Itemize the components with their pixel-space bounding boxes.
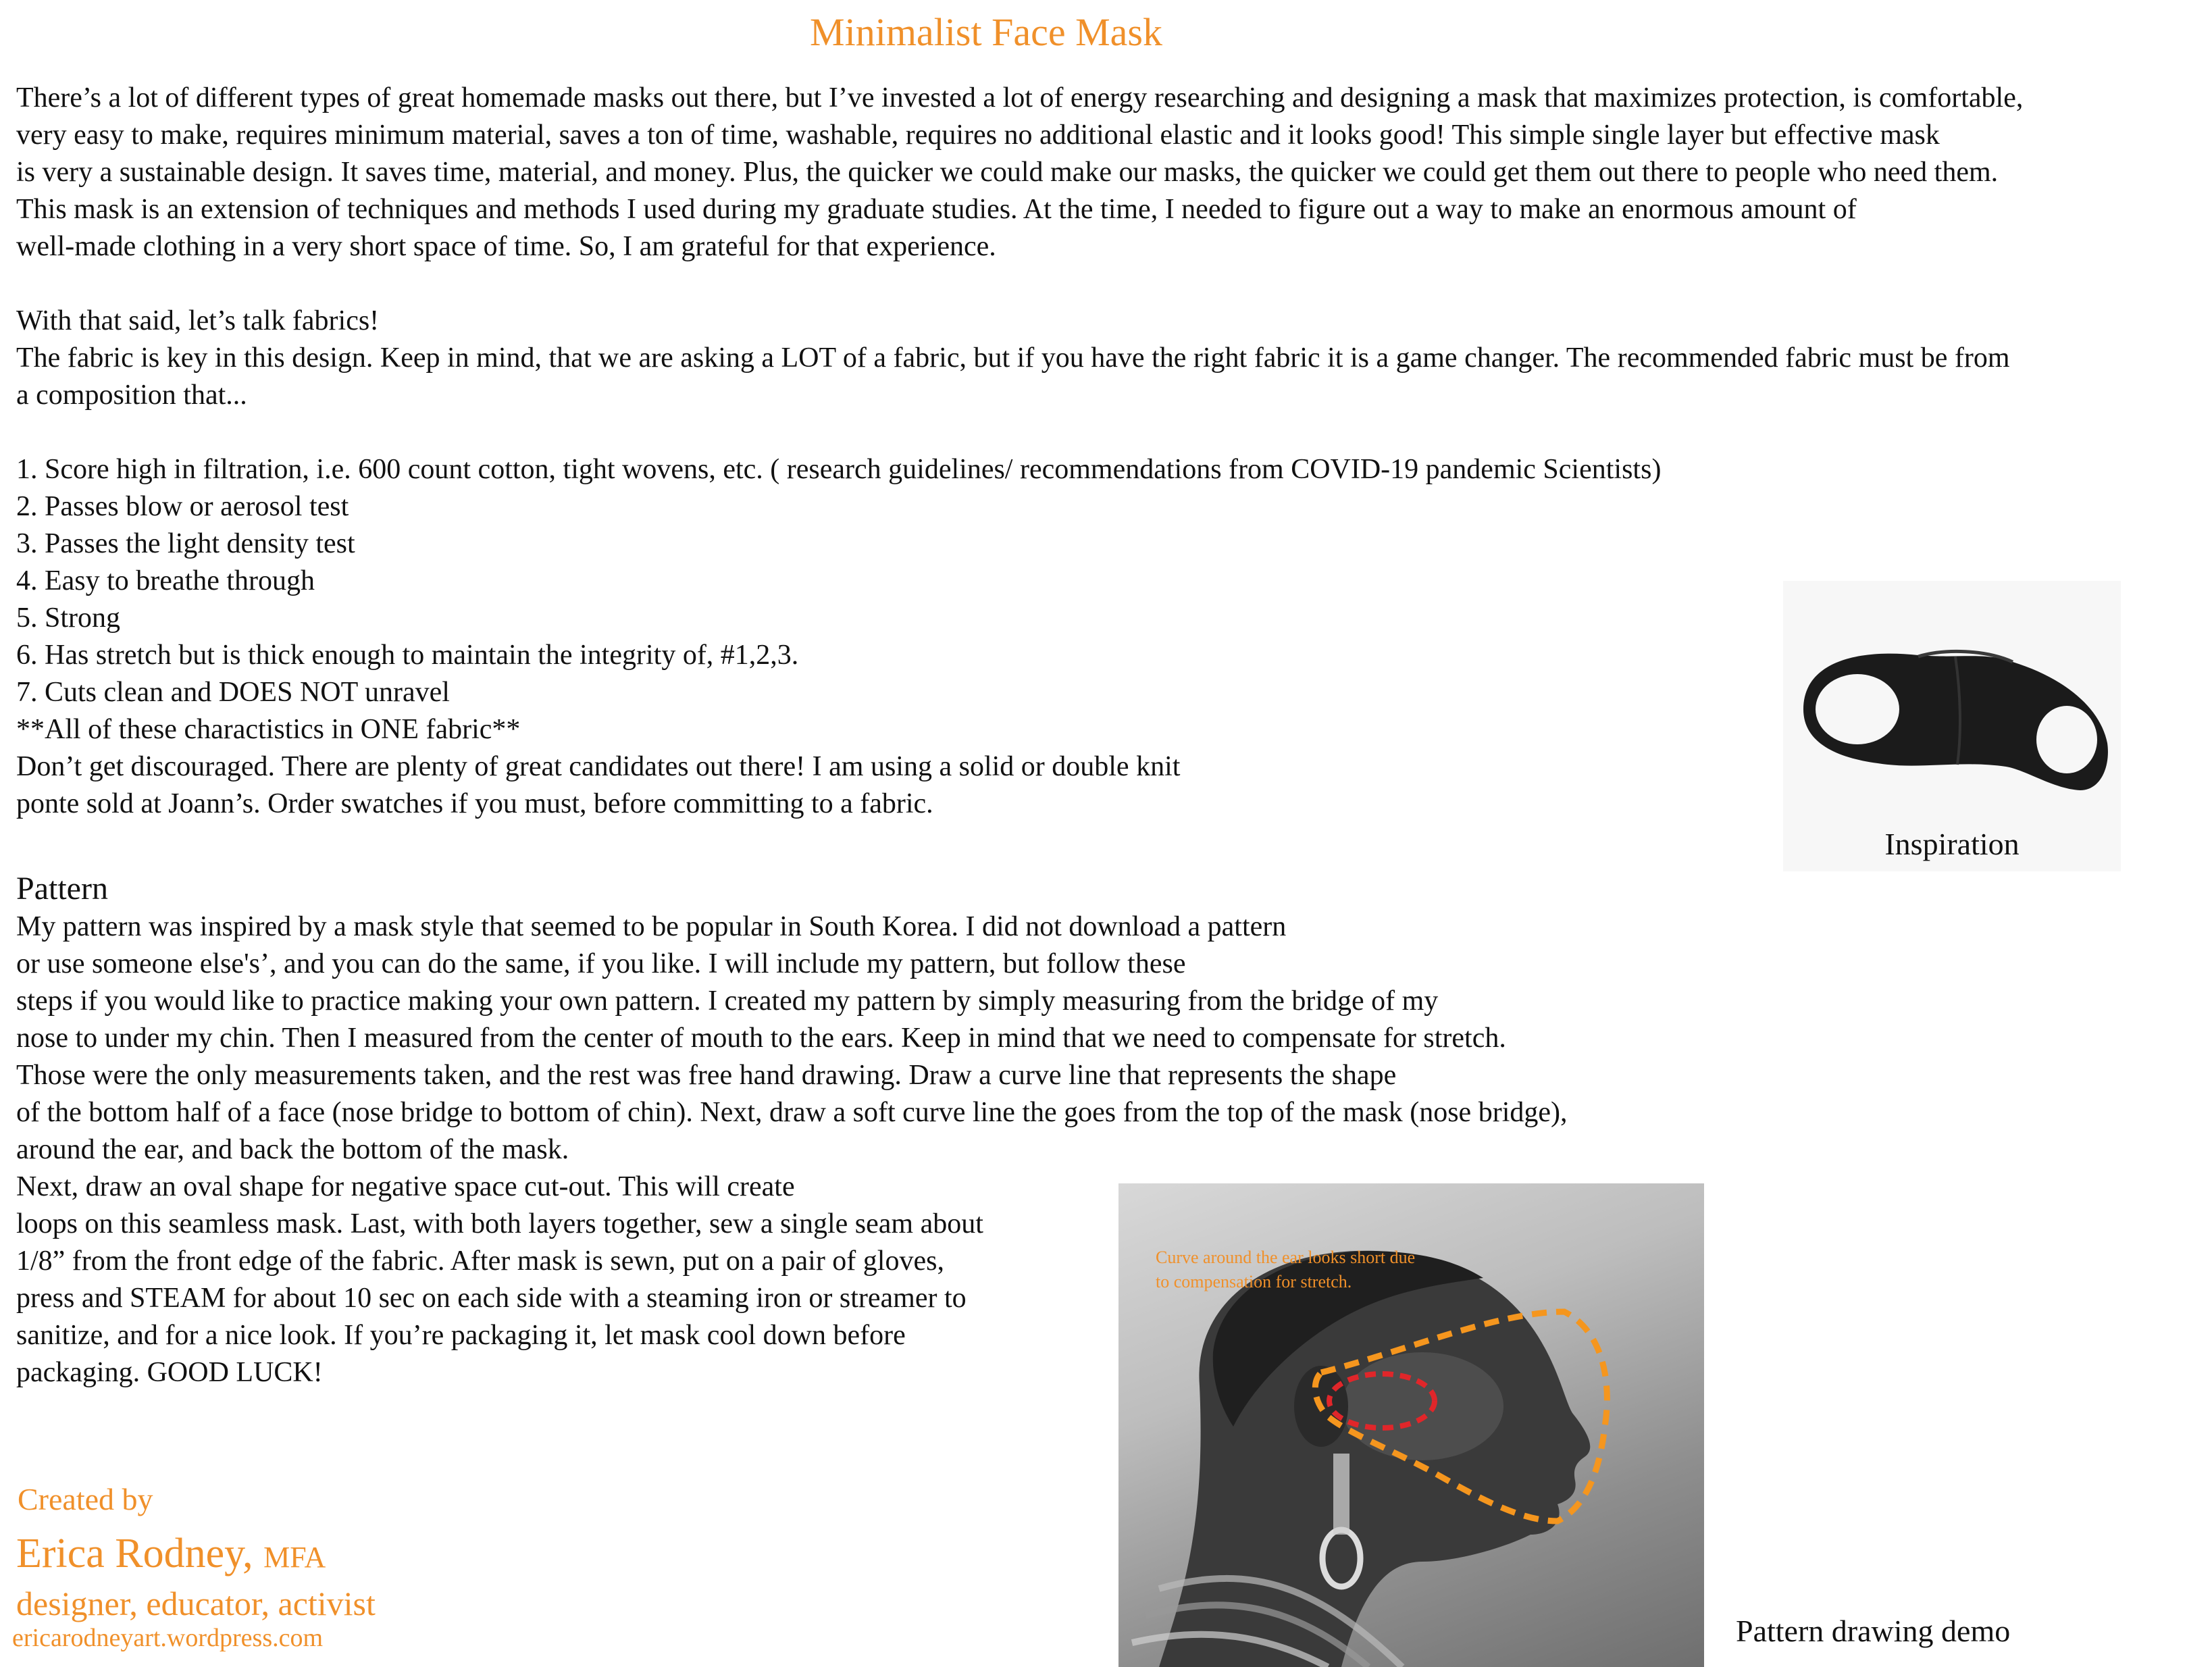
- text-line: 1/8” from the front edge of the fabric. After mask is sewn, put on a pair of gloves,: [16, 1246, 944, 1277]
- list-item: 6. Has stretch but is thick enough to maintain the integrity of, #1,2,3.: [16, 640, 799, 671]
- intro-paragraph: [16, 80, 2023, 265]
- inspiration-caption: Inspiration: [1884, 827, 2020, 861]
- text-line: of the bottom half of a face (nose bridge to bottom of chin). Next, draw a soft curve line the goes from the top of the mask (nose bridge),: [16, 1097, 1568, 1128]
- list-item: 2. Passes blow or aerosol test: [16, 491, 349, 522]
- pattern-demo-photo: [1118, 1183, 1704, 1667]
- text-line: press and STEAM for about 10 sec on each side with a steaming iron or streamer to: [16, 1283, 967, 1314]
- text-line: Don’t get discouraged. There are plenty of great candidates out there! I am using a solid or double knit: [16, 751, 1181, 782]
- list-item: **All of these charactistics in ONE fabric**: [16, 714, 521, 745]
- black-face-mask-icon: [1783, 608, 2121, 811]
- text-line: around the ear, and back the bottom of the mask.: [16, 1134, 569, 1165]
- text-line: is very a sustainable design. It saves time, material, and money. Plus, the quicker we could make our masks, the quicker we could get them out there to people who need them.: [16, 157, 1999, 188]
- text-line: nose to under my chin. Then I measured from the center of mouth to the ears. Keep in mind that we need to compensate for stretch.: [16, 1023, 1506, 1054]
- text-line: Next, draw an oval shape for negative space cut-out. This will create: [16, 1171, 795, 1202]
- text-line: ponte sold at Joann’s. Order swatches if you must, before committing to a fabric.: [16, 788, 933, 819]
- fabric-criteria-list: [16, 451, 1661, 823]
- list-item: 7. Cuts clean and DOES NOT unravel: [16, 677, 450, 708]
- text-line: loops on this seamless mask. Last, with both layers together, sew a single seam about: [16, 1208, 983, 1239]
- text-line: Those were the only measurements taken, and the rest was free hand drawing. Draw a curve line that represents the shape: [16, 1060, 1397, 1091]
- page-title: Minimalist Face Mask: [810, 10, 1162, 54]
- list-item: 5. Strong: [16, 602, 121, 634]
- text-line: The fabric is key in this design. Keep in mind, that we are asking a LOT of a fabric, but if you have the right fabric it is a game changer. The recommended fabric must be from: [16, 342, 2010, 374]
- text-line: packaging. GOOD LUCK!: [16, 1357, 323, 1388]
- text-line: well-made clothing in a very short space of time. So, I am grateful for that experience.: [16, 231, 996, 262]
- list-item: 1. Score high in filtration, i.e. 600 count cotton, tight wovens, etc. ( research guidelines/ recommendations from COVID-19 pandemic Scientists): [16, 454, 1662, 485]
- text-line: a composition that...: [16, 380, 247, 411]
- fabrics-intro: [16, 303, 2009, 414]
- author-credential: MFA: [263, 1541, 326, 1574]
- pattern-heading: Pattern: [16, 871, 108, 906]
- author-name: [16, 1527, 326, 1585]
- pattern-note: Curve around the ear looks short due to compensation for stretch.: [1156, 1248, 1416, 1291]
- list-item: 3. Passes the light density test: [16, 528, 355, 559]
- text-line: or use someone else's’, and you can do the same, if you like. I will include my pattern, but follow these: [16, 948, 1186, 979]
- text-line: This mask is an extension of techniques and methods I used during my graduate studies. At the time, I needed to figure out a way to make an enormous amount of: [16, 194, 1857, 225]
- text-line: very easy to make, requires minimum material, saves a ton of time, washable, requires no additional elastic and it looks good! This simple single layer but effective mask: [16, 120, 1940, 151]
- text-line: My pattern was inspired by a mask style that seemed to be popular in South Korea. I did not download a pattern: [16, 911, 1287, 942]
- author-name-text: Erica Rodney,: [16, 1531, 253, 1576]
- text-line: sanitize, and for a nice look. If you’re packaging it, let mask cool down before: [16, 1320, 906, 1351]
- demo-caption: Pattern drawing demo: [1736, 1614, 2011, 1648]
- text-line: With that said, let’s talk fabrics!: [16, 305, 380, 336]
- text-line: There’s a lot of different types of great homemade masks out there, but I’ve invested a lot of energy researching and designing a mask that maximizes protection, is comfortable,: [16, 82, 2024, 113]
- author-roles: designer, educator, activist: [16, 1585, 376, 1622]
- author-website-link[interactable]: ericarodneyart.wordpress.com: [12, 1624, 324, 1652]
- text-line: steps if you would like to practice making your own pattern. I created my pattern by simply measuring from the bridge of my: [16, 985, 1439, 1017]
- created-by-label: Created by: [18, 1482, 153, 1516]
- list-item: 4. Easy to breathe through: [16, 565, 315, 596]
